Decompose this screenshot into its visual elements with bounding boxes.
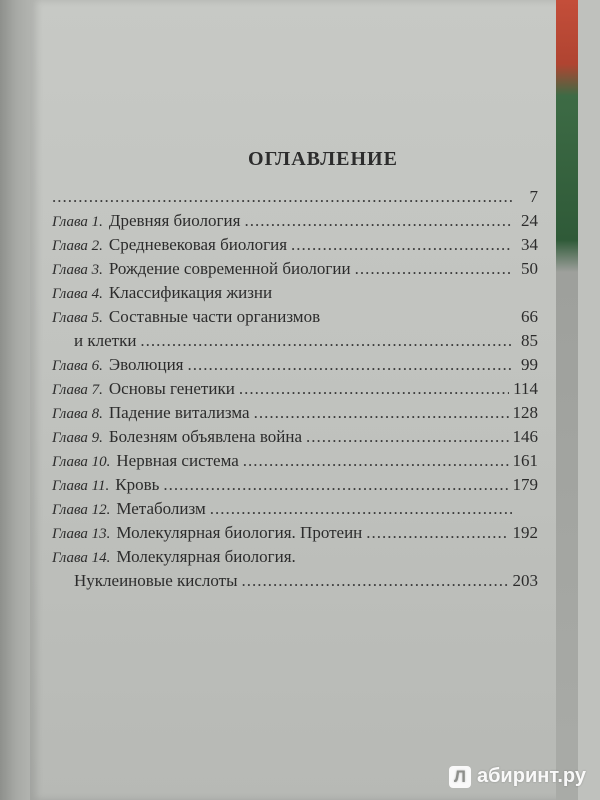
leader-dots bbox=[187, 353, 512, 377]
chapter-number: Глава 2. bbox=[52, 238, 103, 254]
chapter-number: Глава 13. bbox=[52, 526, 111, 542]
toc-title: ОГЛАВЛЕНИЕ bbox=[248, 148, 398, 170]
page-number: 50 bbox=[521, 259, 538, 278]
chapter-number: Глава 6. bbox=[52, 358, 103, 374]
page-number: 99 bbox=[521, 355, 538, 374]
toc-row-6 bbox=[52, 353, 538, 377]
page-number: 66 bbox=[521, 307, 538, 326]
toc-row-2 bbox=[52, 233, 538, 257]
leader-dots bbox=[306, 425, 508, 449]
chapter-number: Глава 11. bbox=[52, 478, 110, 494]
chapter-title: Кровь bbox=[115, 475, 160, 494]
chapter-title-continued: Нуклеиновые кислоты bbox=[74, 571, 238, 590]
toc-row-9 bbox=[52, 425, 538, 449]
chapter-title: Болезням объявлена война bbox=[108, 427, 303, 446]
leader-dots bbox=[366, 521, 508, 545]
toc-row-14 bbox=[52, 545, 538, 569]
chapter-number: Глава 14. bbox=[52, 550, 111, 566]
toc-row-11 bbox=[52, 473, 538, 497]
chapter-number: Глава 12. bbox=[52, 502, 111, 518]
leader-dots bbox=[239, 377, 509, 401]
chapter-title: Молекулярная биология. Протеин bbox=[116, 523, 363, 542]
toc-row-1 bbox=[52, 209, 538, 233]
page-number: 146 bbox=[512, 427, 538, 446]
chapter-title: Метаболизм bbox=[116, 499, 206, 518]
chapter-number: Глава 1. bbox=[52, 214, 103, 230]
leader-dots bbox=[244, 209, 512, 233]
watermark-text: абиринт.ру bbox=[476, 765, 586, 787]
chapter-title: Нервная система bbox=[116, 451, 239, 470]
toc-row-8 bbox=[52, 401, 538, 425]
leader-dots bbox=[140, 329, 512, 353]
page-number: 179 bbox=[512, 475, 538, 494]
chapter-number: Глава 7. bbox=[52, 382, 103, 398]
chapter-title: Составные части организмов bbox=[108, 307, 321, 326]
page-number: 85 bbox=[521, 331, 538, 350]
leader-dots bbox=[243, 449, 509, 473]
labirint-watermark bbox=[449, 765, 586, 788]
chapter-number: Глава 3. bbox=[52, 262, 103, 278]
page-number: 203 bbox=[512, 571, 538, 590]
leader-dots bbox=[163, 473, 508, 497]
page-number: 192 bbox=[512, 523, 538, 542]
chapter-title-continued: и клетки bbox=[74, 331, 137, 350]
chapter-number: Глава 9. bbox=[52, 430, 103, 446]
toc-row-14-cont bbox=[52, 569, 538, 593]
page-number: 34 bbox=[521, 235, 538, 254]
chapter-title: Основы генетики bbox=[108, 379, 235, 398]
leader-dots bbox=[254, 401, 509, 425]
leader-dots bbox=[242, 569, 509, 593]
chapter-number: Глава 5. bbox=[52, 310, 103, 326]
chapter-title: Эволюция bbox=[108, 355, 184, 374]
labirint-logo-icon: Л bbox=[449, 766, 471, 788]
toc-row-13 bbox=[52, 521, 538, 545]
toc-row-3 bbox=[52, 257, 538, 281]
chapter-title: Рождение современной биологии bbox=[108, 259, 351, 278]
chapter-title: Падение витализма bbox=[108, 403, 250, 422]
chapter-number: Глава 8. bbox=[52, 406, 103, 422]
leader-dots bbox=[210, 497, 512, 521]
page-number: 161 bbox=[512, 451, 538, 470]
toc-intro-row bbox=[52, 185, 538, 209]
toc-row-7 bbox=[52, 377, 538, 401]
page-number: 24 bbox=[521, 211, 538, 230]
toc-row-12 bbox=[52, 497, 538, 521]
toc-row-4 bbox=[52, 281, 538, 305]
page-number: 128 bbox=[512, 403, 538, 422]
toc-row-5-cont bbox=[52, 329, 538, 353]
toc-row-5 bbox=[52, 305, 538, 329]
toc-row-10 bbox=[52, 449, 538, 473]
page-number: 114 bbox=[513, 379, 538, 398]
leader-dots bbox=[355, 257, 512, 281]
chapter-number: Глава 4. bbox=[52, 286, 103, 302]
chapter-title: Классификация жизни bbox=[108, 283, 273, 302]
chapter-title: Средневековая биология bbox=[108, 235, 288, 254]
chapter-title: Молекулярная биология. bbox=[116, 547, 296, 566]
leader-dots bbox=[291, 233, 512, 257]
chapter-number: Глава 10. bbox=[52, 454, 111, 470]
chapter-title: Древняя биология bbox=[108, 211, 241, 230]
cover-edge bbox=[556, 0, 578, 800]
page-number: 7 bbox=[529, 187, 538, 206]
table-of-contents bbox=[52, 148, 538, 593]
leader-dots bbox=[52, 185, 512, 209]
